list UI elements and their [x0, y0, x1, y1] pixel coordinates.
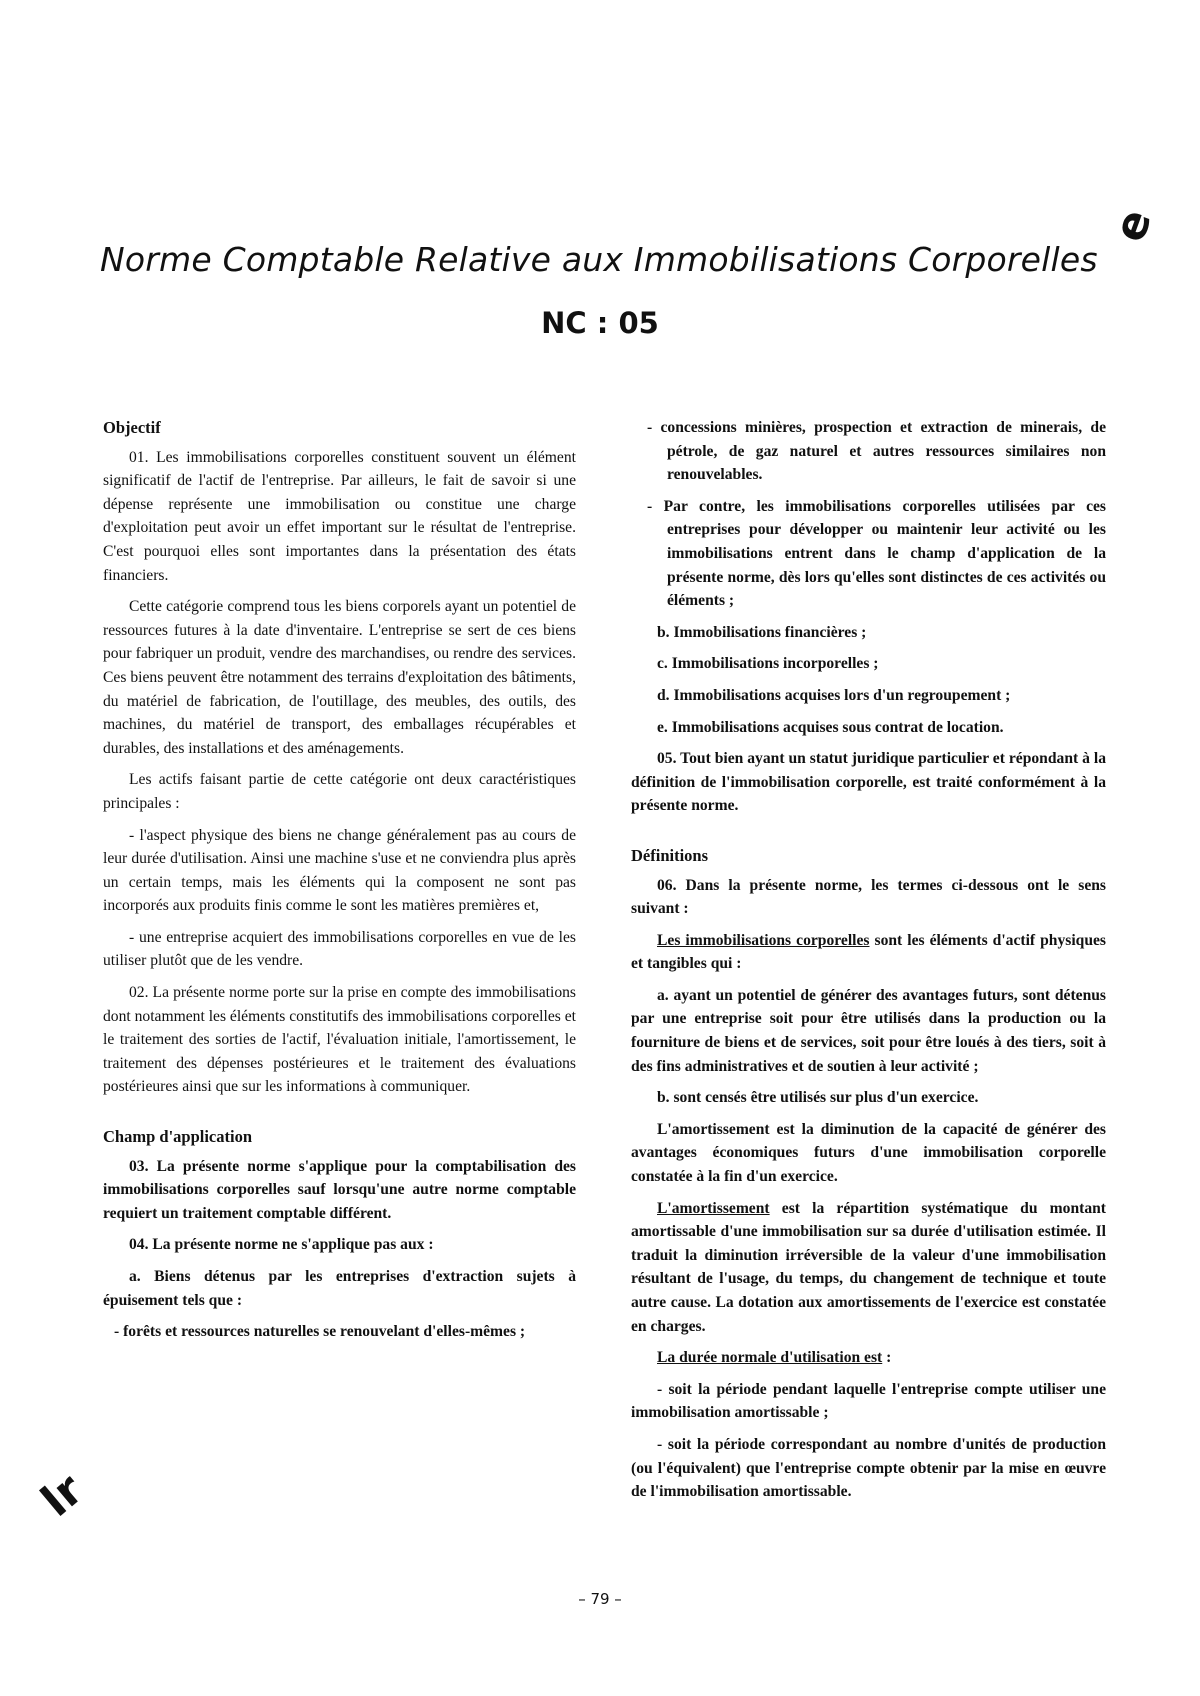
list-item-e: e. Immobilisations acquises sous contrat de location. — [657, 718, 1004, 736]
definition-duree-text: : — [882, 1349, 892, 1367]
definition-amortissement-text: est la répartition systématique du montant amortissable d'une immobilisation sur sa durée d'utilisation estimée. Il traduit la diminution irréversible de la valeur d'une immobilisation résultant de l'usage, du temps, du changement de technique et toute autre cause. La dotation aux amortissements de l'exercice est constatée en charges. — [631, 1199, 1106, 1335]
paragraph-actifs: Les actifs faisant partie de cette catégorie ont deux caractéristiques principales : — [103, 771, 576, 812]
definition-amortissement-diminution: L'amortissement est la diminution de la capacité de générer des avantages économiques futurs d'une immobilisation corporelle constatée à la fin d'un exercice. — [631, 1120, 1106, 1186]
handwritten-mark-top-right: e — [1103, 202, 1162, 249]
definition-amortissement — [631, 1197, 1106, 1339]
section-heading-objectif: Objectif — [103, 418, 161, 437]
term-amortissement: L'amortissement — [657, 1199, 770, 1217]
term-immobilisations: Les immobilisations corporelles — [657, 931, 870, 949]
definition-immobilisations — [631, 929, 1106, 976]
list-item-c: c. Immobilisations incorporelles ; — [657, 655, 879, 673]
definition-item-a: a. ayant un potentiel de générer des avantages futurs, sont détenus par une entreprise soit pour être utilisés dans la production ou la fourniture de biens et de services, soit pour être loués à des tiers, soit à des fins administratives et de soutien à leur activité ; — [631, 986, 1106, 1075]
list-item-d: d. Immobilisations acquises lors d'un regroupement ; — [657, 686, 1011, 704]
paragraph-acquisition: - une entreprise acquiert des immobilisations corporelles en vue de les utiliser plutôt que de les vendre. — [103, 928, 576, 970]
section-heading-champ: Champ d'application — [103, 1127, 252, 1147]
right-column — [631, 416, 1106, 1512]
duree-option-2: - soit la période correspondant au nombre d'unités de production (ou l'équivalent) que l'entreprise compte obtenir par la mise en œuvre de l'immobilisation amortissable. — [631, 1435, 1106, 1501]
list-item-par-contre: - Par contre, les immobilisations corporelles utilisées par ces entreprises pour développer ou maintenir leur activité ou les immobilisations entrent dans le champ d'application de la présente norme, dès lors qu'elles sont distinctes de ces activités ou éléments ; — [647, 497, 1106, 610]
list-item-forets: - forêts et ressources naturelles se renouvelant d'elles-mêmes ; — [114, 1323, 526, 1341]
section-heading-definitions: Définitions — [631, 845, 709, 865]
page-number: – 79 – — [578, 1590, 622, 1608]
paragraph-04: 04. La présente norme ne s'applique pas aux : — [129, 1236, 434, 1254]
left-column — [103, 416, 576, 1352]
list-item-b: b. Immobilisations financières ; — [657, 623, 867, 641]
paragraph-06: 06. Dans la présente norme, les termes ci-dessous ont le sens suivant : — [631, 876, 1106, 918]
paragraph-03: 03. La présente norme s'applique pour la comptabilisation des immobilisations corporelles sauf lorsqu'une autre norme comptable requiert un traitement comptable différent. — [103, 1157, 576, 1222]
list-item-concessions: - concessions minières, prospection et extraction de minerais, de pétrole, de gaz naturel et autres ressources similaires non renouvelables. — [647, 419, 1106, 484]
definition-immobilisations-text: sont les éléments d'actif physiques et tangibles qui : — [631, 931, 1107, 973]
handwritten-mark-bottom-left: lr — [31, 1464, 93, 1527]
duree-option-1: - soit la période pendant laquelle l'entreprise compte utiliser une immobilisation amortissable ; — [631, 1380, 1106, 1422]
paragraph-05: 05. Tout bien ayant un statut juridique particulier et répondant à la définition de l'immobilisation corporelle, est traité conformément à la présente norme. — [631, 750, 1106, 815]
page-title: Norme Comptable Relative aux Immobilisations Corporelles — [100, 240, 1098, 279]
definition-duree — [631, 1346, 1106, 1370]
paragraph-02: 02. La présente norme porte sur la prise en compte des immobilisations dont notamment les éléments constitutifs des immobilisations corporelles et le traitement des sorties de l'actif, l'évaluation initiale, l'amortissement, le traitement des dépenses postérieures et le traitement des évaluations postérieures ainsi que sur les informations à communiquer. — [103, 984, 576, 1096]
paragraph-01: 01. Les immobilisations corporelles constituent souvent un élément significatif de l'actif de l'entreprise. Par ailleurs, le fait de savoir si une dépense représente une immobilisation ou constitue une charge d'exploitation peut avoir un effet important sur le résultat de l'entreprise. C'est pourquoi elles sont importantes dans la présentation des états financiers. — [103, 448, 576, 584]
term-duree: La durée normale d'utilisation est — [657, 1349, 883, 1367]
definition-item-b: b. sont censés être utilisés sur plus d'un exercice. — [657, 1089, 979, 1107]
paragraph-aspect-physique: - l'aspect physique des biens ne change généralement pas au cours de leur durée d'utilisation. Ainsi une machine s'use et ne conviendra plus après un certain temps, mais les éléments qui la composent ne sont pas incorporés aux produits finis comme le sont les matières premières et, — [103, 826, 576, 915]
norm-code: NC : 05 — [541, 306, 659, 340]
paragraph-categorie: Cette catégorie comprend tous les biens corporels ayant un potentiel de ressources futures à la date d'inventaire. L'entreprise se sert de ces biens pour fabriquer un produit, vendre des marchandises, ou rendre des services. Ces biens peuvent être notamment des terrains d'exploitation des bâtiments, du matériel de fabrication, de l'outillage, des meubles, des outils, des machines, du matériel de transport, des emballages récupérables et durables, des installations et des aménagements. — [103, 598, 576, 757]
paragraph-04a: a. Biens détenus par les entreprises d'extraction sujets à épuisement tels que : — [103, 1268, 576, 1309]
